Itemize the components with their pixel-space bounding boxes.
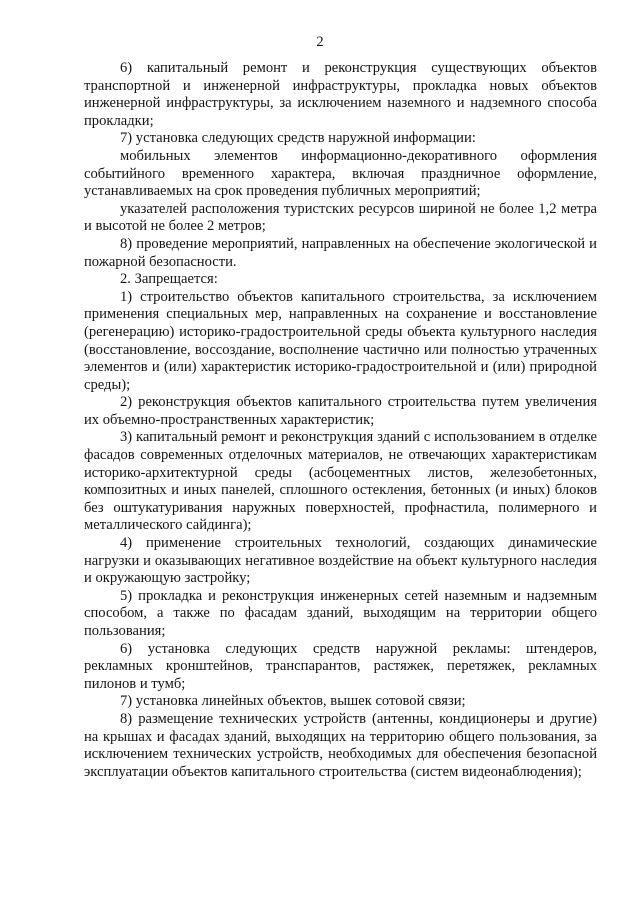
paragraph-mobile-elements: мобильных элементов информационно-декоративного оформления событийного временного характера, включая праздничное оформление, устанавливаемых на срок проведения публичных мероприятий; <box>84 147 597 200</box>
paragraph-item-6-capital-repair: 6) капитальный ремонт и реконструкция существующих объектов транспортной и инженерной инфраструктуры, прокладка новых объектов инженерной инфраструктуры, за исключением наземного и надземного способа прокладки; <box>84 60 597 129</box>
paragraph-prohibited-3-facade-materials: 3) капитальный ремонт и реконструкция зданий с использованием в отделке фасадов современных отделочных материалов, не отвечающих характеристикам историко-архитектурной среды (асбоцементных листов, железобетонных, композитных и иных панелей, сплошного остекления, бетонных (и иных) блоков без оштукатуривания наружных поверхностей, профнастила, полимерного и металлического сайдинга); <box>84 429 597 534</box>
section-heading-prohibited: 2. Запрещается: <box>120 271 218 288</box>
paragraph-prohibited-1-construction: 1) строительство объектов капитального строительства, за исключением применения специальных мер, направленных на сохранение и восстановление (регенерацию) историко-градостроительной среды объекта культурного наследия (восстановление, воссоздание, восполнение частично или полностью утраченных элементов и (или) характеристик историко-градостроительной и (или) природной среды); <box>84 288 597 393</box>
paragraph-item-8-safety-measures: 8) проведение мероприятий, направленных на обеспечение экологической и пожарной безопасности. <box>84 235 597 270</box>
document-body <box>84 60 597 781</box>
paragraph-prohibited-2-reconstruction: 2) реконструкция объектов капитального строительства путем увеличения их объемно-пространственных характеристик; <box>84 394 597 428</box>
paragraph-tourist-signs: указателей расположения туристских ресурсов шириной не более 1,2 метра и высотой не более 2 метров; <box>84 200 597 235</box>
paragraph-prohibited-8-technical-devices: 8) размещение технических устройств (антенны, кондиционеры и другие) на крышах и фасадах зданий, выходящих на территорию общего пользования, за исключением технических устройств, необходимых для обеспечения безопасной эксплуатации объектов капитального строительства (систем видеонаблюдения); <box>84 710 597 780</box>
paragraph-prohibited-7-linear-objects: 7) установка линейных объектов, вышек сотовой связи; <box>120 693 466 710</box>
paragraph-item-7-outdoor-information: 7) установка следующих средств наружной информации: <box>120 130 476 147</box>
paragraph-prohibited-6-outdoor-advertising: 6) установка следующих средств наружной рекламы: штендеров, рекламных кронштейнов, транспарантов, растяжек, перетяжек, рекламных пилонов и тумб; <box>84 640 597 692</box>
paragraph-prohibited-4-dynamic-loads: 4) применение строительных технологий, создающих динамические нагрузки и оказывающих негативное воздействие на объект культурного наследия и окружающую застройку; <box>84 535 597 587</box>
paragraph-prohibited-5-engineering-networks: 5) прокладка и реконструкция инженерных сетей наземным и надземным способом, а также по фасадам зданий, выходящим на территории общего пользования; <box>84 587 597 639</box>
page-number: 2 <box>316 34 324 50</box>
